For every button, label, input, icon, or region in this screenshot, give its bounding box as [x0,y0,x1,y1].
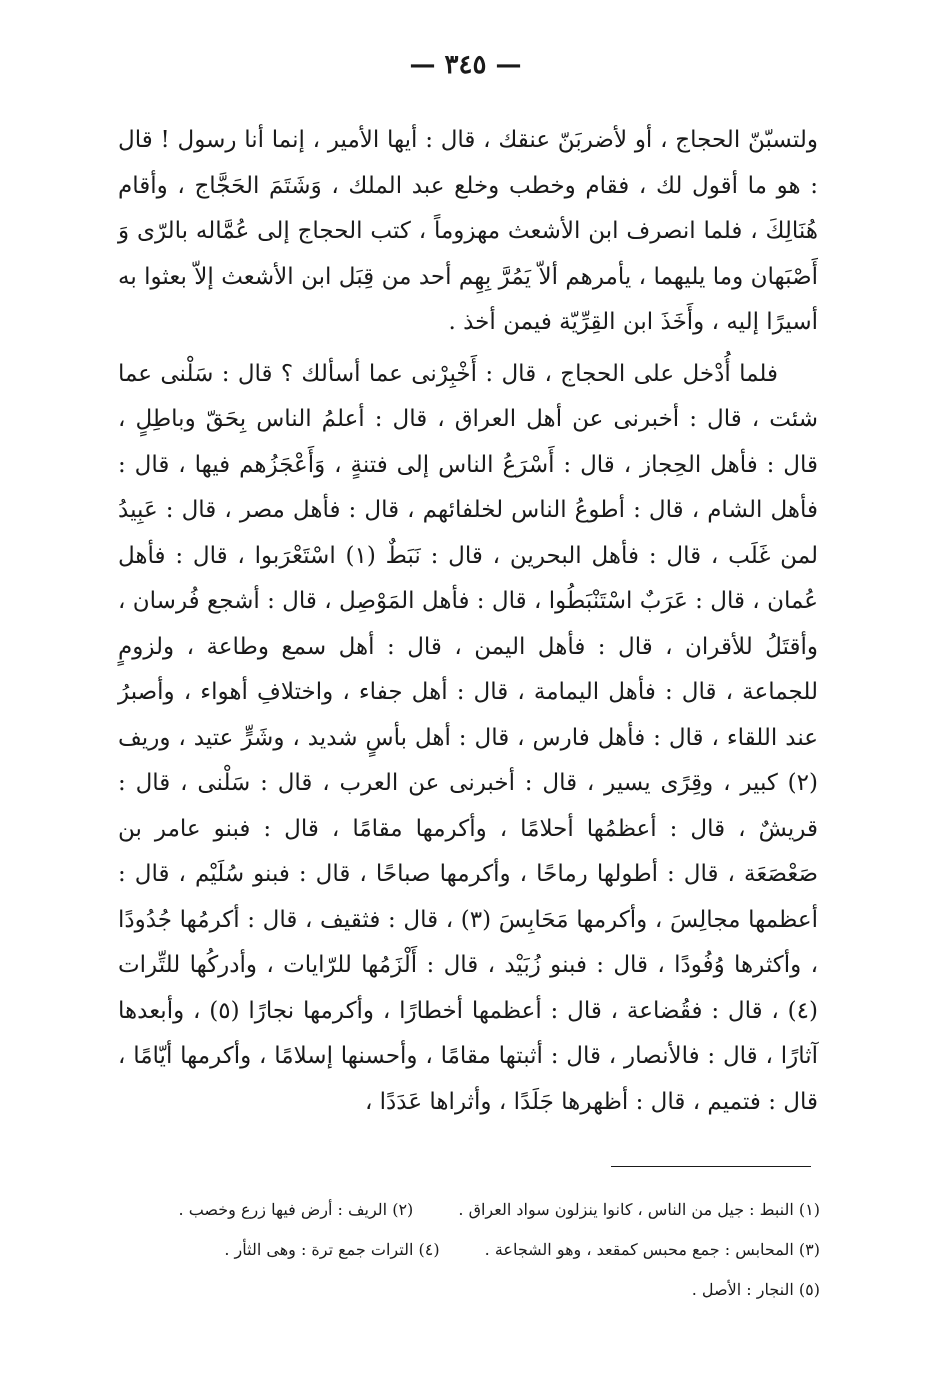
footnote-divider [611,1166,811,1167]
main-text [118,118,818,1125]
footnote-4: (٤) الترات جمع ترة : وهى الثأر . [224,1240,440,1259]
footnote-line [110,1190,820,1230]
paragraph: فلما أُدْخل على الحجاج ، قال : أَخْبِرْنى عما أسألك ؟ قال : سَلْنى عما شئت ، قال : أخبرنى عن أهل العراق ، قال : أعلمُ الناس بِحَقّ وباطِلٍ ، قال : فأهل الحِجاز ، قال : أَسْرَعُ الناس إلى فتنةٍ ، وَأَعْجَزُهم فيها ، قال : فأهل الشام ، قال : أطوعُ الناس لخلفائهم ، قال : فأهل مصر ، قال : عَبِيدُ لمن غَلَب ، قال : فأهل البحرين ، قال : نَبَطٌ (١) اسْتَعْرَبوا ، قال : فأهل عُمان ، قال : عَرَبٌ اسْتَنْبَطُوا ، قال : فأهل المَوْصِل ، قال : أشجع فُرسان ، وأقتَلُ للأقران ، قال : فأهل اليمن ، قال : أهل سمع وطاعة ، ولزومٍ للجماعة ، قال : فأهل اليمامة ، قال : أهل جفاء ، واختلافِ أهواء ، وأصبرُ عند اللقاء ، قال : فأهل فارس ، قال : أهل بأسٍ شديد ، وشَرٍّ عتيد ، وريف (٢) كبير ، وقِرًى يسير ، قال : أخبرنى عن العرب ، قال : سَلْنى ، قال : قريشٌ ، قال : أعظمُها أحلامًا ، وأكرمها مقامًا ، قال : فبنو عامر بن صَعْصَعَة ، قال : أطولها رماحًا ، وأكرمها صباحًا ، قال : فبنو سُلَيْم ، قال : أعظمها مجالِسَ ، وأكرمها مَحَابِسَ (٣) ، قال : فثقيف ، قال : أكرمُها جُدُودًا ، وأكثرها وُفُودًا ، قال : فبنو زُبَيْد ، قال : أَلْزَمُها للرّايات ، وأدركُها للتِّرات (٤) ، قال : فقُضاعة ، قال : أعظمها أخطارًا ، وأكرمها نجارًا (٥) ، وأبعدها آثارًا ، قال : فالأنصار ، قال : أثبتها مقامًا ، وأحسنها إسلامًا ، وأكرمها أيّامًا ، قال : فتميم ، قال : أظهرها جَلَدًا ، وأثراها عَدَدًا ، [118,360,818,1115]
footnotes [110,1190,820,1310]
page-number: — ٣٤٥ — [409,50,522,80]
footnote-2: (٢) الريف : أرض فيها زرع وخصب . [178,1200,414,1219]
footnote-3: (٣) المحابس : جمع محبس كمقعد ، وهو الشجاعة . [484,1240,820,1259]
paragraph: ولتسبّنّ الحجاج ، أو لأضربَنّ عنقك ، قال : أيها الأمير ، إنما أنا رسول ! قال : هو ما أقول لك ، فقام وخطب وخلع عبد الملك ، وَشَتَمَ الحَجَّاج ، وأقام هُنَالِكَ ، فلما انصرف ابن الأشعث مهزوماً ، كتب الحجاج إلى عُمَّاله بالرّى وَ أَصْبَهان وما يليهما ، يأمرهم ألاّ يَمُرَّ بِهِم أحد من قِبَل ابن الأشعث إلاّ بعثوا به أسيرًا إليه ، وأَخَذَ ابن القِرِّيّة فيمن أخذ . [118,127,818,335]
footnote-line [110,1270,820,1310]
footnote-line [110,1230,820,1270]
footnote-5: (٥) النجار : الأصل . [691,1280,820,1299]
footnote-1: (١) النبط : جيل من الناس ، كانوا ينزلون سواد العراق . [458,1200,820,1219]
